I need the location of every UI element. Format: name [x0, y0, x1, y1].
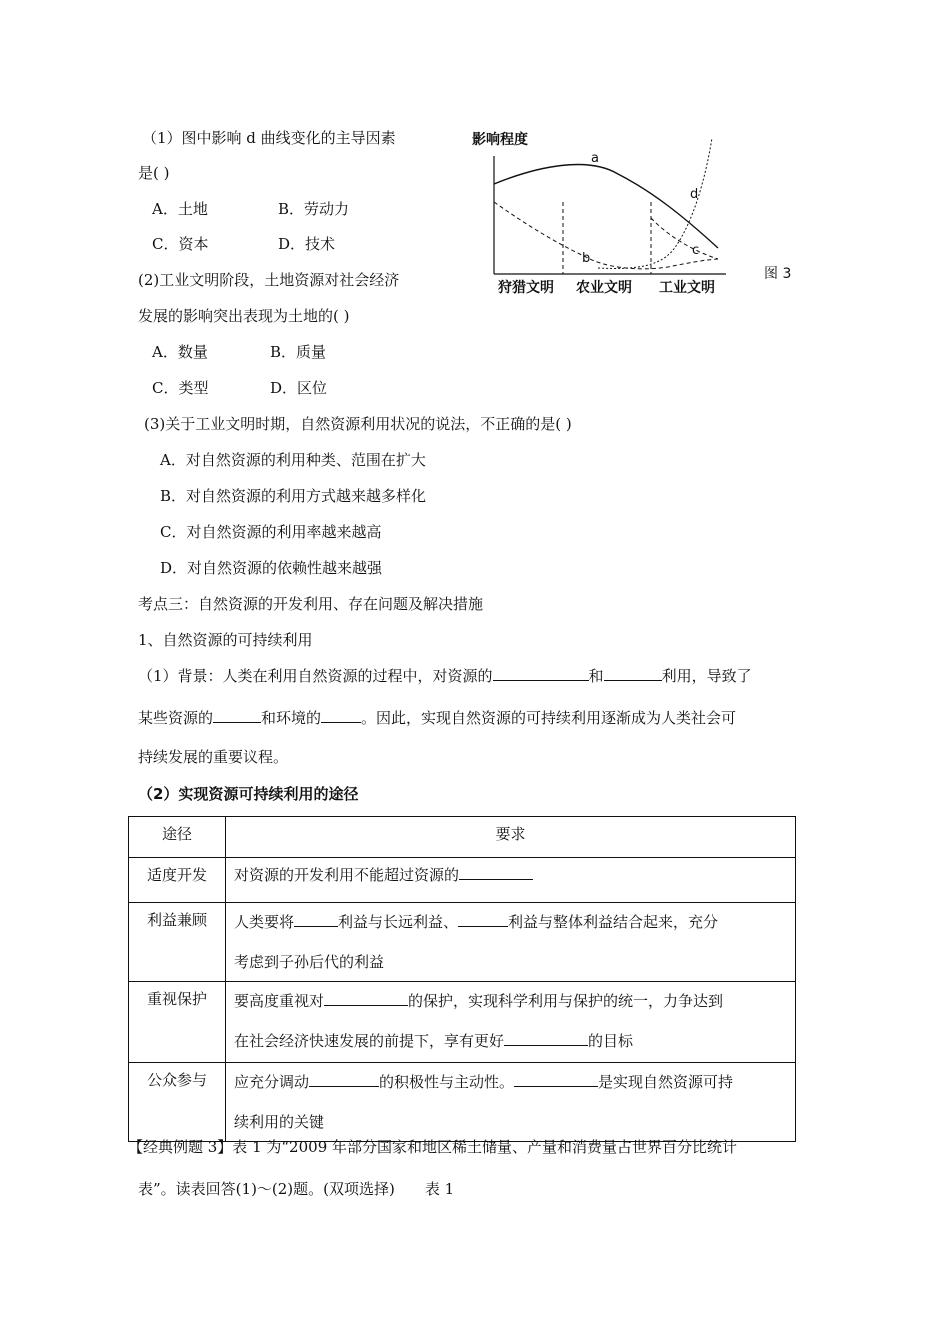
background-line-1	[138, 666, 752, 686]
q1-option-a: A．土地	[152, 200, 208, 218]
curve-b	[494, 202, 718, 269]
q2-option-c: C．类型	[152, 379, 209, 397]
background-line-2	[138, 708, 736, 728]
row3-text-d: 的目标	[588, 1032, 634, 1050]
figure-3-diagram	[468, 126, 808, 301]
table-row	[129, 858, 796, 903]
section-title: 考点三：自然资源的开发利用、存在问题及解决措施	[138, 595, 484, 613]
table-header-col1: 途径	[129, 817, 226, 858]
example-line-2-text: 表”。读表回答(1)～(2)题。(双项选择)	[138, 1180, 395, 1198]
figure-caption: 图 3	[764, 266, 792, 282]
q2-option-d: D．区位	[270, 379, 328, 397]
q1-stem-line2: 是( )	[138, 164, 170, 182]
curve-d-label: d	[690, 187, 699, 202]
bg-text-c: 利用，导致了	[661, 667, 752, 685]
example-line-2	[138, 1179, 454, 1199]
table-header-col2: 要求	[226, 817, 796, 858]
table-row	[129, 903, 796, 982]
row3-text-a: 要高度重视对	[234, 992, 325, 1010]
blank-field[interactable]	[321, 708, 361, 723]
curve-b-label: b	[582, 251, 591, 266]
table-header-row	[129, 817, 796, 858]
row2-text-b: 利益与长远利益、	[338, 913, 459, 931]
row-content	[226, 1063, 796, 1142]
q1-stem-line1: （1）图中影响 d 曲线变化的主导因素	[142, 129, 396, 147]
q1-option-c: C．资本	[152, 235, 209, 253]
bg2-text-a: 某些资源的	[138, 709, 214, 727]
curve-a-label: a	[591, 151, 599, 166]
blank-field[interactable]	[458, 912, 508, 927]
background-line-3: 持续发展的重要议程。	[138, 748, 289, 766]
blank-field[interactable]	[459, 865, 533, 880]
blank-field[interactable]	[294, 912, 338, 927]
bg-text-b: 和	[588, 667, 604, 685]
row-name: 重视保护	[129, 982, 226, 1063]
blank-field[interactable]	[309, 1072, 379, 1087]
row2-text-a: 人类要将	[234, 913, 295, 931]
blank-field[interactable]	[324, 991, 408, 1006]
stage-agriculture: 农业文明	[576, 280, 632, 296]
subsection-1: 1、自然资源的可持续利用	[138, 631, 313, 649]
row4-text-a: 应充分调动	[234, 1073, 310, 1091]
row-content	[226, 858, 796, 903]
bg-text-a: （1）背景：人类在利用自然资源的过程中，对资源的	[138, 667, 493, 685]
blank-field[interactable]	[213, 708, 261, 723]
table-1-label: 表 1	[424, 1180, 455, 1198]
table-row	[129, 982, 796, 1063]
row-content	[226, 982, 796, 1063]
row2-text-c: 利益与整体利益结合起来，充分	[508, 913, 719, 931]
row3-text-c: 在社会经济快速发展的前提下，享有更好	[234, 1032, 505, 1050]
q1-option-d: D．技术	[278, 235, 336, 253]
stage-hunting: 狩猎文明	[498, 280, 554, 296]
row1-text-a: 对资源的开发利用不能超过资源的	[234, 866, 460, 884]
q3-option-d: D．对自然资源的依赖性越来越强	[160, 559, 383, 577]
row2-text-d: 考虑到子孙后代的利益	[234, 953, 385, 971]
blank-field[interactable]	[504, 1031, 588, 1046]
row4-text-b: 的积极性与主动性。	[379, 1073, 515, 1091]
q3-option-a: A．对自然资源的利用种类、范围在扩大	[160, 451, 426, 469]
q2-stem-line2: 发展的影响突出表现为土地的( )	[138, 307, 350, 325]
q2-stem-line1: (2)工业文明阶段，土地资源对社会经济	[138, 271, 400, 289]
row-content	[226, 903, 796, 982]
example-line-1: 【经典例题 3】表 1 为“2009 年部分国家和地区稀土储量、产量和消费量占世界百分比统计	[128, 1138, 738, 1156]
blank-field[interactable]	[493, 666, 589, 681]
subsection-2: （2）实现资源可持续利用的途径	[138, 785, 359, 803]
row3-text-b: 的保护，实现科学利用与保护的统一，力争达到	[408, 992, 724, 1010]
row-name: 适度开发	[129, 858, 226, 903]
stage-industry: 工业文明	[659, 280, 715, 296]
q3-option-b: B．对自然资源的利用方式越来越多样化	[160, 487, 427, 505]
row-name: 公众参与	[129, 1063, 226, 1142]
bg2-text-c: 。因此，实现自然资源的可持续利用逐渐成为人类社会可	[361, 709, 737, 727]
pathway-table	[128, 816, 796, 1142]
q3-option-c: C．对自然资源的利用率越来越高	[160, 523, 382, 541]
bg2-text-b: 和环境的	[261, 709, 322, 727]
row-name: 利益兼顾	[129, 903, 226, 982]
blank-field[interactable]	[604, 666, 662, 681]
table-row	[129, 1063, 796, 1142]
q2-option-b: B．质量	[270, 343, 327, 361]
q1-option-b: B．劳动力	[278, 200, 350, 218]
curve-c-label: c	[692, 243, 700, 258]
blank-field[interactable]	[514, 1072, 598, 1087]
row4-text-d: 续利用的关键	[234, 1113, 325, 1131]
figure-ylabel: 影响程度	[472, 132, 528, 148]
q3-stem: (3)关于工业文明时期，自然资源利用状况的说法，不正确的是( )	[144, 415, 572, 433]
q2-option-a: A．数量	[152, 343, 208, 361]
curve-a	[494, 165, 718, 248]
row4-text-c: 是实现自然资源可持	[598, 1073, 734, 1091]
